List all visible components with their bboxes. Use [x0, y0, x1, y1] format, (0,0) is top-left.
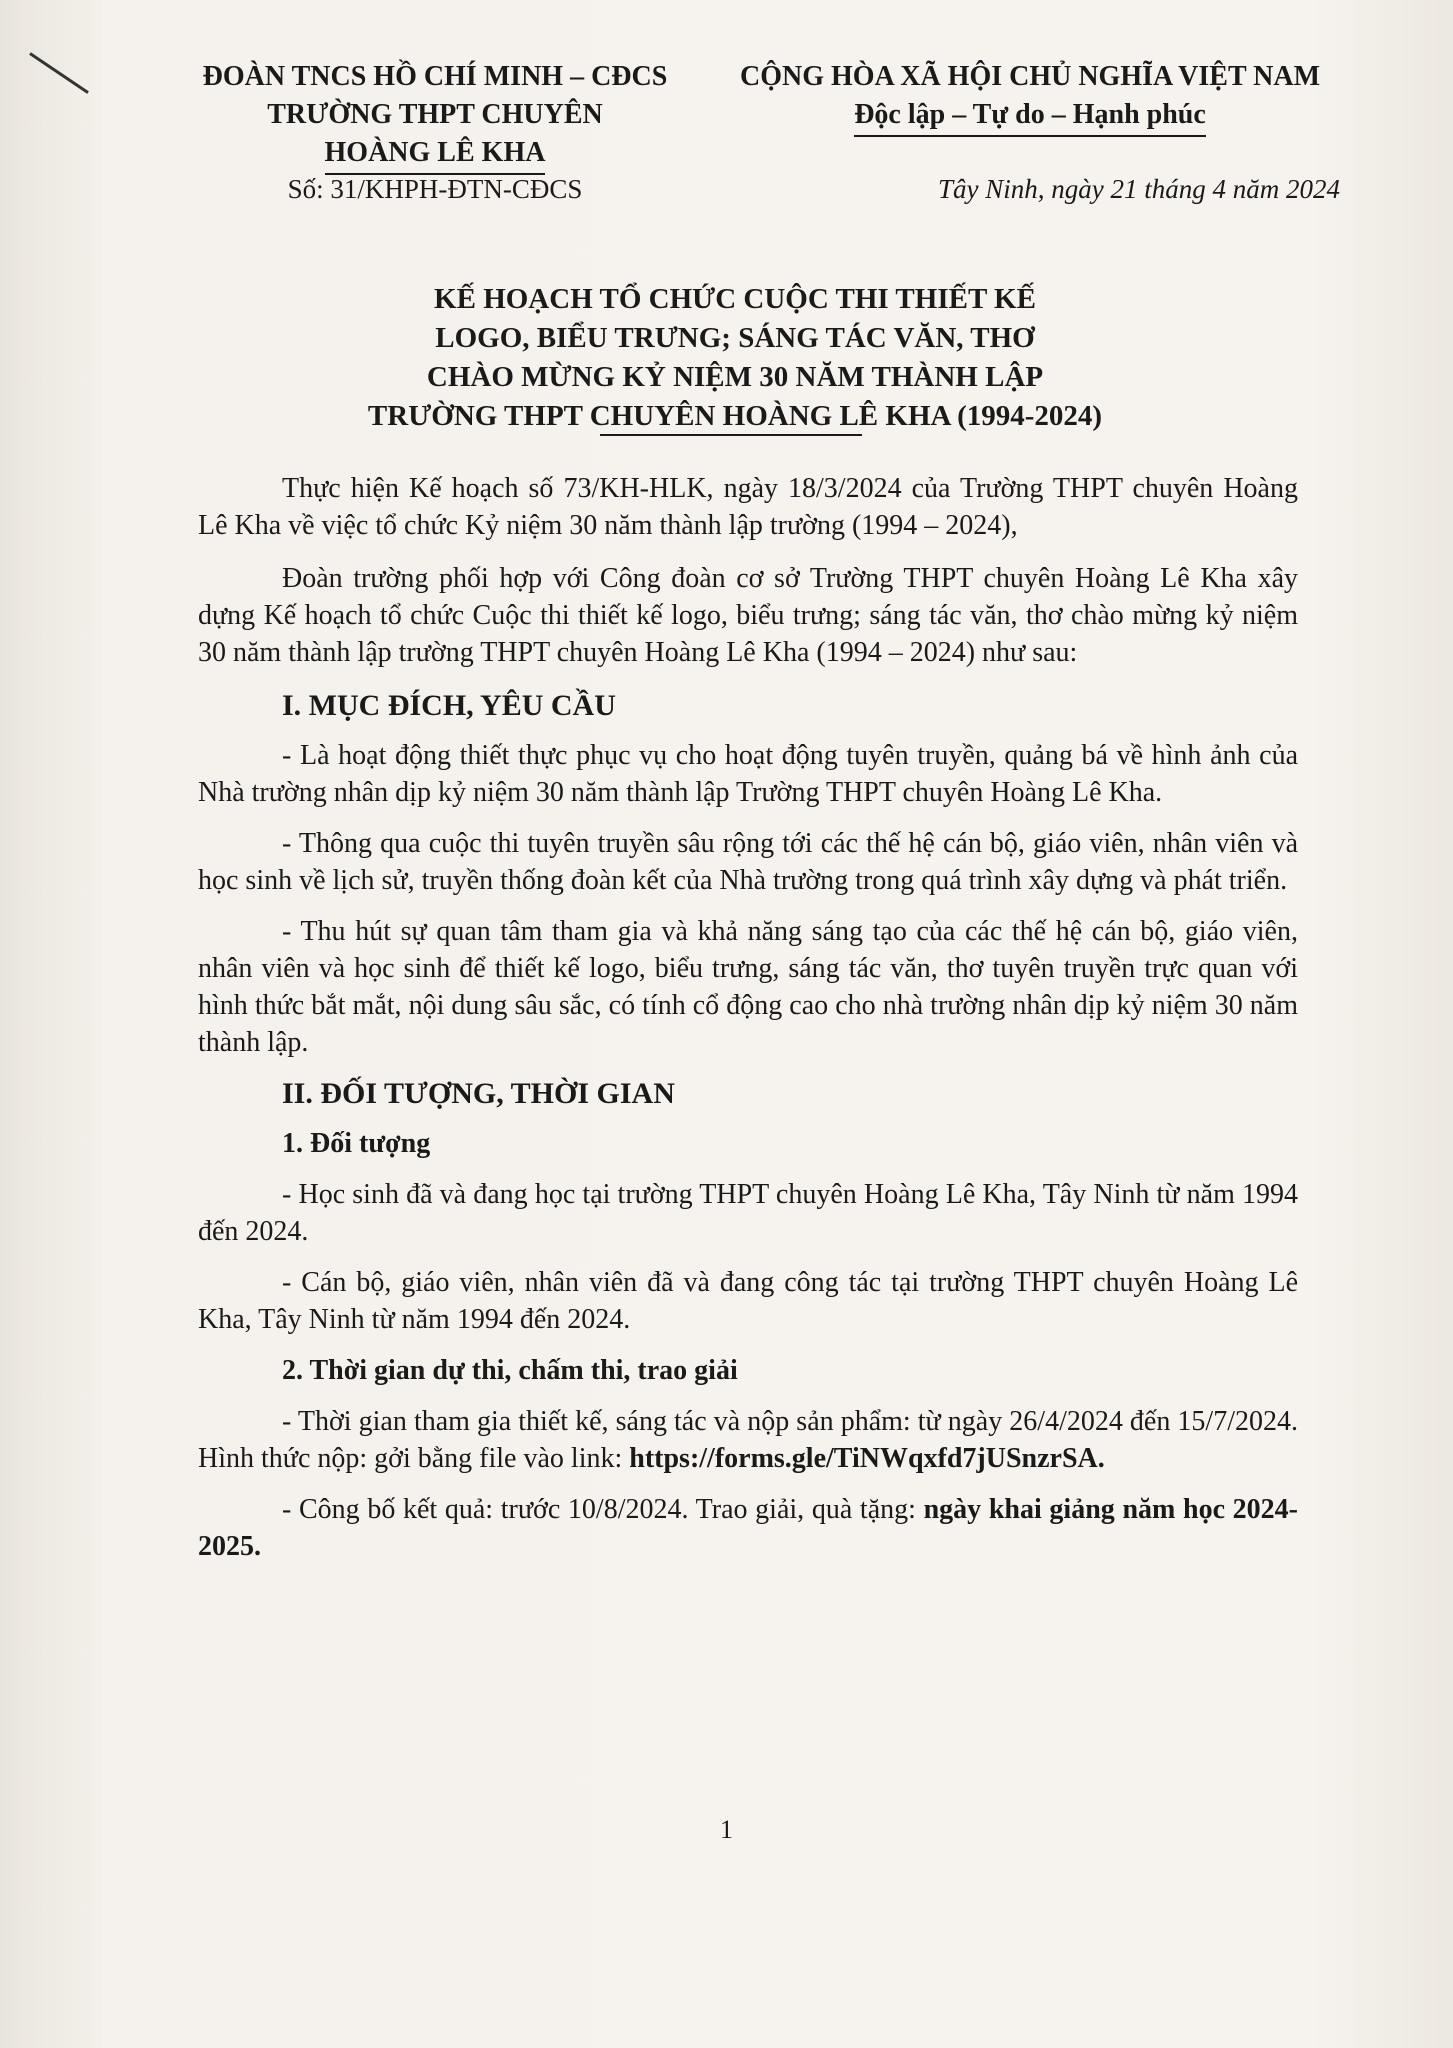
org-line-2: TRƯỜNG THPT CHUYÊN [267, 99, 603, 130]
organization-block [175, 58, 695, 175]
title-divider [600, 434, 862, 436]
subsection-2-bullet-1 [198, 1403, 1298, 1477]
award-date: ngày khai giảng năm học 2024-2025. [198, 1494, 1298, 1562]
submission-link[interactable]: https://forms.gle/TiNWqxfd7jUSnzrSA. [629, 1443, 1105, 1474]
document-body [198, 470, 1298, 1579]
org-line-1: ĐOÀN TNCS HỒ CHÍ MINH – CĐCS [202, 61, 668, 92]
results-text: - Công bố kết quả: trước 10/8/2024. Trao giải, quà tặng: [282, 1494, 916, 1525]
section-1-heading: I. MỤC ĐÍCH, YÊU CẦU [282, 689, 616, 722]
pen-mark [29, 52, 89, 94]
subsection-2-bullet-2 [198, 1491, 1298, 1565]
document-number: Số: 31/KHPH-ĐTN-CĐCS [287, 174, 583, 204]
section-1-bullet-2: - Thông qua cuộc thi tuyên truyền sâu rộng tới các thế hệ cán bộ, giáo viên, nhân viên và học sinh về lịch sử, truyền thống đoàn kết của Nhà trường trong quá trình xây dựng và phát triển. [198, 828, 1298, 896]
intro-paragraph-1: Thực hiện Kế hoạch số 73/KH-HLK, ngày 18/3/2024 của Trường THPT chuyên Hoàng Lê Kha về việc tổ chức Kỷ niệm 30 năm thành lập trường (1994 – 2024), [198, 473, 1298, 541]
org-line-3: HOÀNG LÊ KHA [325, 134, 546, 175]
title-line-2: LOGO, BIỂU TRƯNG; SÁNG TÁC VĂN, THƠ [435, 322, 1035, 354]
document-date: Tây Ninh, ngày 21 tháng 4 năm 2024 [938, 174, 1340, 204]
motto: Độc lập – Tự do – Hạnh phúc [854, 96, 1206, 137]
nation-title: CỘNG HÒA XÃ HỘI CHỦ NGHĨA VIỆT NAM [739, 61, 1321, 92]
page-number: 1 [720, 1815, 733, 1844]
section-1-bullet-1: - Là hoạt động thiết thực phục vụ cho hoạt động tuyên truyền, quảng bá về hình ảnh của Nhà trường nhân dịp kỷ niệm 30 năm thành lập Trường THPT chuyên Hoàng Lê Kha. [198, 740, 1298, 808]
subsection-1-bullet-2: - Cán bộ, giáo viên, nhân viên đã và đang công tác tại trường THPT chuyên Hoàng Lê Kha, Tây Ninh từ năm 1994 đến 2024. [198, 1267, 1298, 1335]
section-1-bullet-3: - Thu hút sự quan tâm tham gia và khả năng sáng tạo của các thế hệ cán bộ, giáo viên, nhân viên và học sinh để thiết kế logo, biểu trưng, sáng tác văn, thơ tuyên truyền trực quan với hình thức bắt mắt, nội dung sâu sắc, có tính cổ động cao cho nhà trường nhân dịp kỷ niệm 30 năm thành lập. [198, 916, 1298, 1058]
section-2-heading: II. ĐỐI TƯỢNG, THỜI GIAN [282, 1077, 675, 1110]
nation-block [700, 58, 1360, 137]
submission-text: - Thời gian tham gia thiết kế, sáng tác và nộp sản phẩm: từ ngày 26/4/2024 đến 15/7/2024. Hình thức nộp: gởi bằng file vào link: [198, 1406, 1298, 1474]
document-title [175, 280, 1295, 436]
subsection-2-heading: 2. Thời gian dự thi, chấm thi, trao giải [282, 1355, 738, 1386]
title-line-3: CHÀO MỪNG KỶ NIỆM 30 NĂM THÀNH LẬP [426, 361, 1044, 393]
title-line-1: KẾ HOẠCH TỔ CHỨC CUỘC THI THIẾT KẾ [434, 283, 1036, 315]
intro-paragraph-2: Đoàn trường phối hợp với Công đoàn cơ sở Trường THPT chuyên Hoàng Lê Kha xây dựng Kế hoạch tổ chức Cuộc thi thiết kế logo, biểu trưng; sáng tác văn, thơ chào mừng kỷ niệm 30 năm thành lập trường THPT chuyên Hoàng Lê Kha (1994 – 2024) như sau: [198, 563, 1298, 668]
subsection-1-heading: 1. Đối tượng [282, 1128, 431, 1159]
subsection-1-bullet-1: - Học sinh đã và đang học tại trường THPT chuyên Hoàng Lê Kha, Tây Ninh từ năm 1994 đến 2024. [198, 1179, 1298, 1247]
title-line-4: TRƯỜNG THPT CHUYÊN HOÀNG LÊ KHA (1994-2024) [367, 400, 1103, 432]
